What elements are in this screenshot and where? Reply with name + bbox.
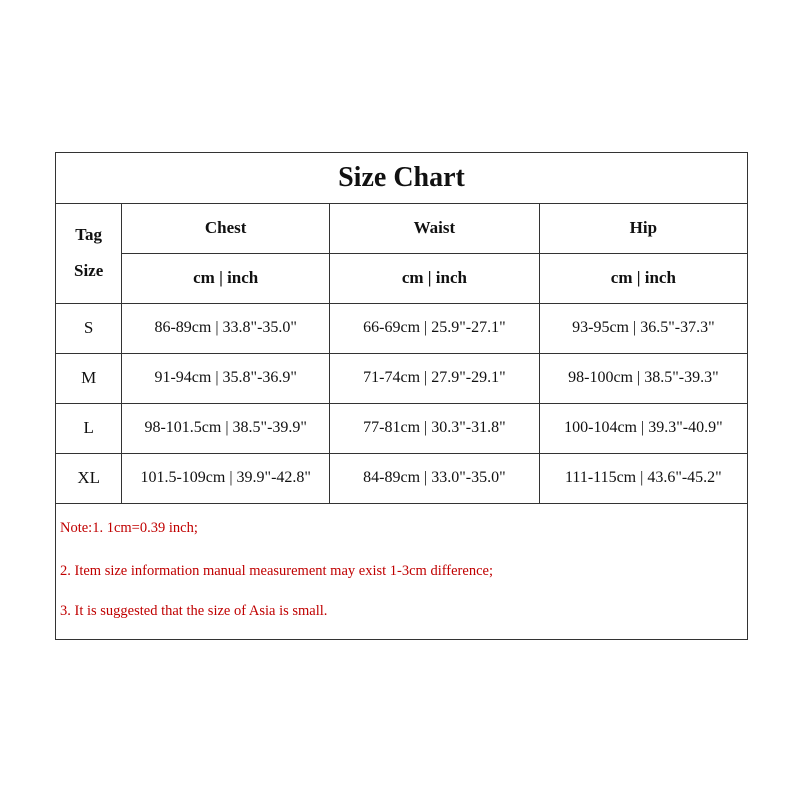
size-cell: S [56, 303, 122, 353]
size-table [56, 203, 747, 504]
header-row-units [56, 253, 747, 303]
chest-unit: cm | inch [122, 253, 330, 303]
table-row [56, 403, 747, 453]
chart-title: Size Chart [56, 153, 747, 204]
waist-cell: 66-69cm | 25.9"-27.1" [330, 303, 540, 353]
notes-section [56, 503, 747, 639]
size-label: Size [74, 260, 104, 280]
table-row [56, 353, 747, 403]
note-2: 2. Item size information manual measurement may exist 1-3cm difference; [60, 563, 493, 579]
size-cell: M [56, 353, 122, 403]
header-row-labels [56, 203, 747, 253]
hip-header: Hip [539, 203, 747, 253]
hip-cell: 98-100cm | 38.5"-39.3" [539, 353, 747, 403]
tag-size-header [56, 203, 122, 303]
hip-unit: cm | inch [539, 253, 747, 303]
size-chart [55, 152, 748, 640]
size-cell: L [56, 403, 122, 453]
waist-cell: 84-89cm | 33.0"-35.0" [330, 453, 540, 503]
note-3: 3. It is suggested that the size of Asia is small. [60, 603, 328, 619]
chest-header: Chest [122, 203, 330, 253]
note-1: Note:1. 1cm=0.39 inch; [60, 520, 198, 536]
chest-cell: 91-94cm | 35.8"-36.9" [122, 353, 330, 403]
waist-header: Waist [330, 203, 540, 253]
table-row [56, 303, 747, 353]
size-cell: XL [56, 453, 122, 503]
chest-cell: 98-101.5cm | 38.5"-39.9" [122, 403, 330, 453]
hip-cell: 100-104cm | 39.3"-40.9" [539, 403, 747, 453]
tag-label: Tag [75, 224, 103, 244]
chest-cell: 86-89cm | 33.8"-35.0" [122, 303, 330, 353]
chest-cell: 101.5-109cm | 39.9"-42.8" [122, 453, 330, 503]
waist-cell: 77-81cm | 30.3"-31.8" [330, 403, 540, 453]
table-row [56, 453, 747, 503]
hip-cell: 93-95cm | 36.5"-37.3" [539, 303, 747, 353]
waist-unit: cm | inch [330, 253, 540, 303]
waist-cell: 71-74cm | 27.9"-29.1" [330, 353, 540, 403]
hip-cell: 111-115cm | 43.6"-45.2" [539, 453, 747, 503]
